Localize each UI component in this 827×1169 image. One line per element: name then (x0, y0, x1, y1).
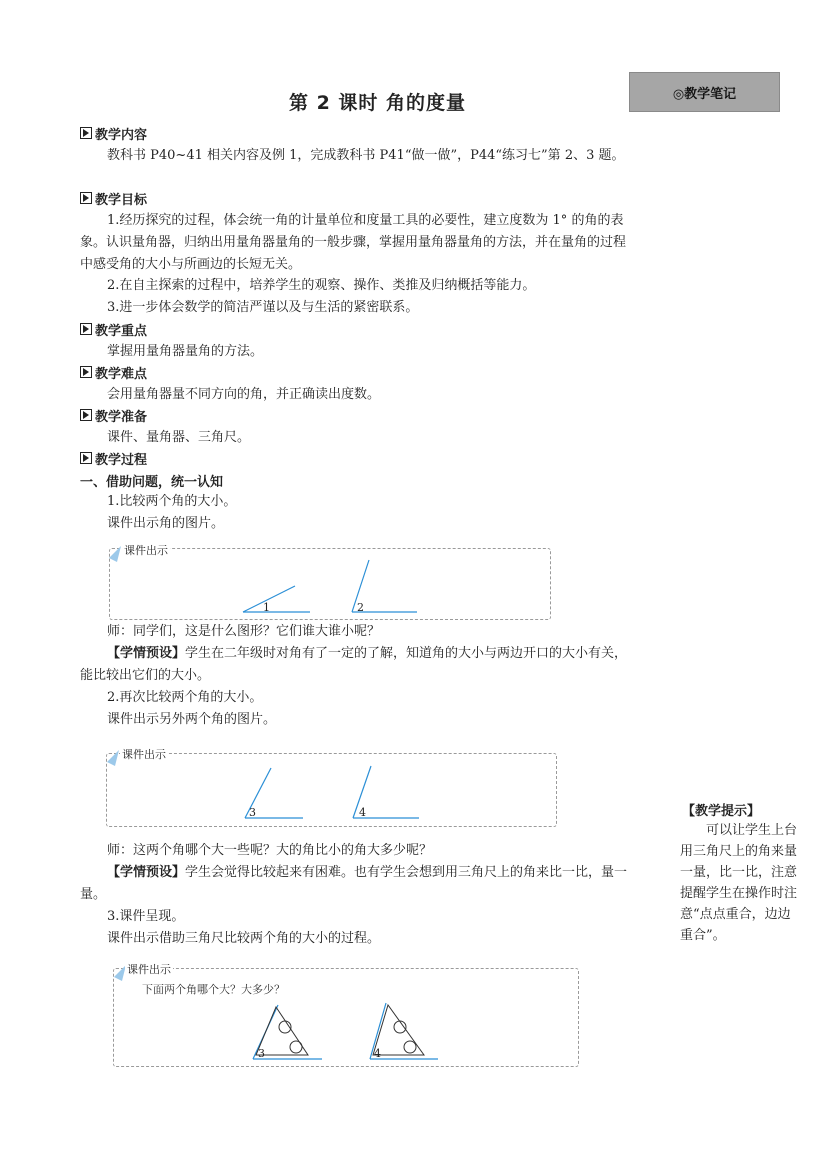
preset-label: 【学情预设】 (107, 865, 186, 880)
panel-1-label: 课件出示 (124, 544, 168, 557)
angle-3-label: 3 (249, 806, 256, 819)
angle-4-label: 4 (374, 1047, 381, 1060)
play-marker-icon (80, 127, 92, 139)
play-marker-icon (80, 323, 92, 335)
play-marker-icon (80, 366, 92, 378)
panel-2-figure (103, 740, 563, 830)
panel-1-figure (105, 536, 555, 626)
difficulty-text: 会用量角器量不同方向的角，并正确读出度数。 (107, 387, 381, 402)
goal-3: 3.进一步体会数学的简洁严谨以及与生活的紧密联系。 (107, 300, 419, 315)
preset-label: 【学情预设】 (107, 646, 186, 661)
panel-accent-icon (107, 750, 119, 766)
section-difficulty-heading (80, 363, 147, 381)
preset-2 (80, 862, 630, 906)
section-process-heading (80, 449, 147, 467)
play-marker-icon (80, 452, 92, 464)
section-prep-heading (80, 406, 147, 424)
section-label: 教学重点 (95, 323, 148, 339)
panel-accent-icon (109, 546, 121, 562)
panel-3-figure (110, 955, 580, 1065)
section-label: 教学目标 (95, 192, 148, 208)
section-content-heading (80, 124, 147, 142)
teaching-tip-body: 可以让学生上台用三角尺上的角来量一量，比一比，注意提醒学生在操作时注意“点点重合，边边重合”。 (680, 823, 798, 943)
panel-3-label: 课件出示 (127, 963, 171, 976)
panel-2-label: 课件出示 (122, 748, 166, 761)
teaching-notes-header: ◎教学笔记 (629, 72, 780, 112)
teaching-tip-title: 【教学提示】 (682, 804, 761, 819)
teacher-question-1: 师：同学们，这是什么图形？它们谁大谁小呢？ (107, 624, 381, 639)
teacher-question-2: 师：这两个角哪个大一些呢？大的角比小的角大多少呢？ (107, 843, 433, 858)
preset-text: 学生会觉得比较起来有困难。也有学生会想到用三角尺上的角来比一比，量一量。 (80, 865, 628, 902)
panel-3-question: 下面两个角哪个大？大多少？ (142, 983, 285, 996)
goal-2: 2.在自主探索的过程中，培养学生的观察、操作、类推及归纳概括等能力。 (107, 278, 536, 293)
key-text: 掌握用量角器量角的方法。 (107, 344, 264, 359)
goal-1: 1.经历探究的过程，体会统一角的计量单位和度量工具的必要性，建立度数为 1° 的角的表象。认识量角器，归纳出用量角器量角的一般步骤，掌握用量角器量角的方法，并在量角的过程中感受角的大小与所画边的长短无关。 (80, 213, 627, 272)
play-marker-icon (80, 409, 92, 421)
preset-1 (80, 643, 630, 687)
section-label: 教学内容 (95, 127, 148, 143)
step-1: 1.比较两个角的大小。 (107, 494, 237, 509)
content-text: 教科书 P40~41 相关内容及例 1，完成教科书 P41“做一做”，P44“练习七”第 2、3 题。 (107, 148, 625, 163)
section-label: 教学准备 (95, 409, 148, 425)
angle-1-label: 1 (263, 601, 270, 614)
part1-heading: 一、借助问题，统一认知 (80, 475, 224, 490)
step-1-show: 课件出示角的图片。 (107, 516, 225, 531)
page-title: 第 2 课时 角的度量 (288, 92, 467, 114)
preset-text: 学生在二年级时对角有了一定的了解，知道角的大小与两边开口的大小有关，能比较出它们的大小。 (80, 646, 628, 683)
angle-2-label: 2 (357, 601, 364, 614)
step-2: 2.再次比较两个角的大小。 (107, 690, 263, 705)
step-3-show: 课件出示借助三角尺比较两个角的大小的过程。 (107, 931, 381, 946)
section-key-heading (80, 320, 147, 338)
section-label: 教学难点 (95, 366, 148, 382)
angle-4-label: 4 (359, 806, 366, 819)
section-label: 教学过程 (95, 452, 148, 468)
prep-text: 课件、量角器、三角尺。 (107, 430, 251, 445)
section-goals-heading (80, 189, 147, 207)
step-2-show: 课件出示另外两个角的图片。 (107, 712, 277, 727)
play-marker-icon (80, 192, 92, 204)
angle-3-label: 3 (258, 1047, 265, 1060)
step-3: 3.课件呈现。 (107, 909, 185, 924)
